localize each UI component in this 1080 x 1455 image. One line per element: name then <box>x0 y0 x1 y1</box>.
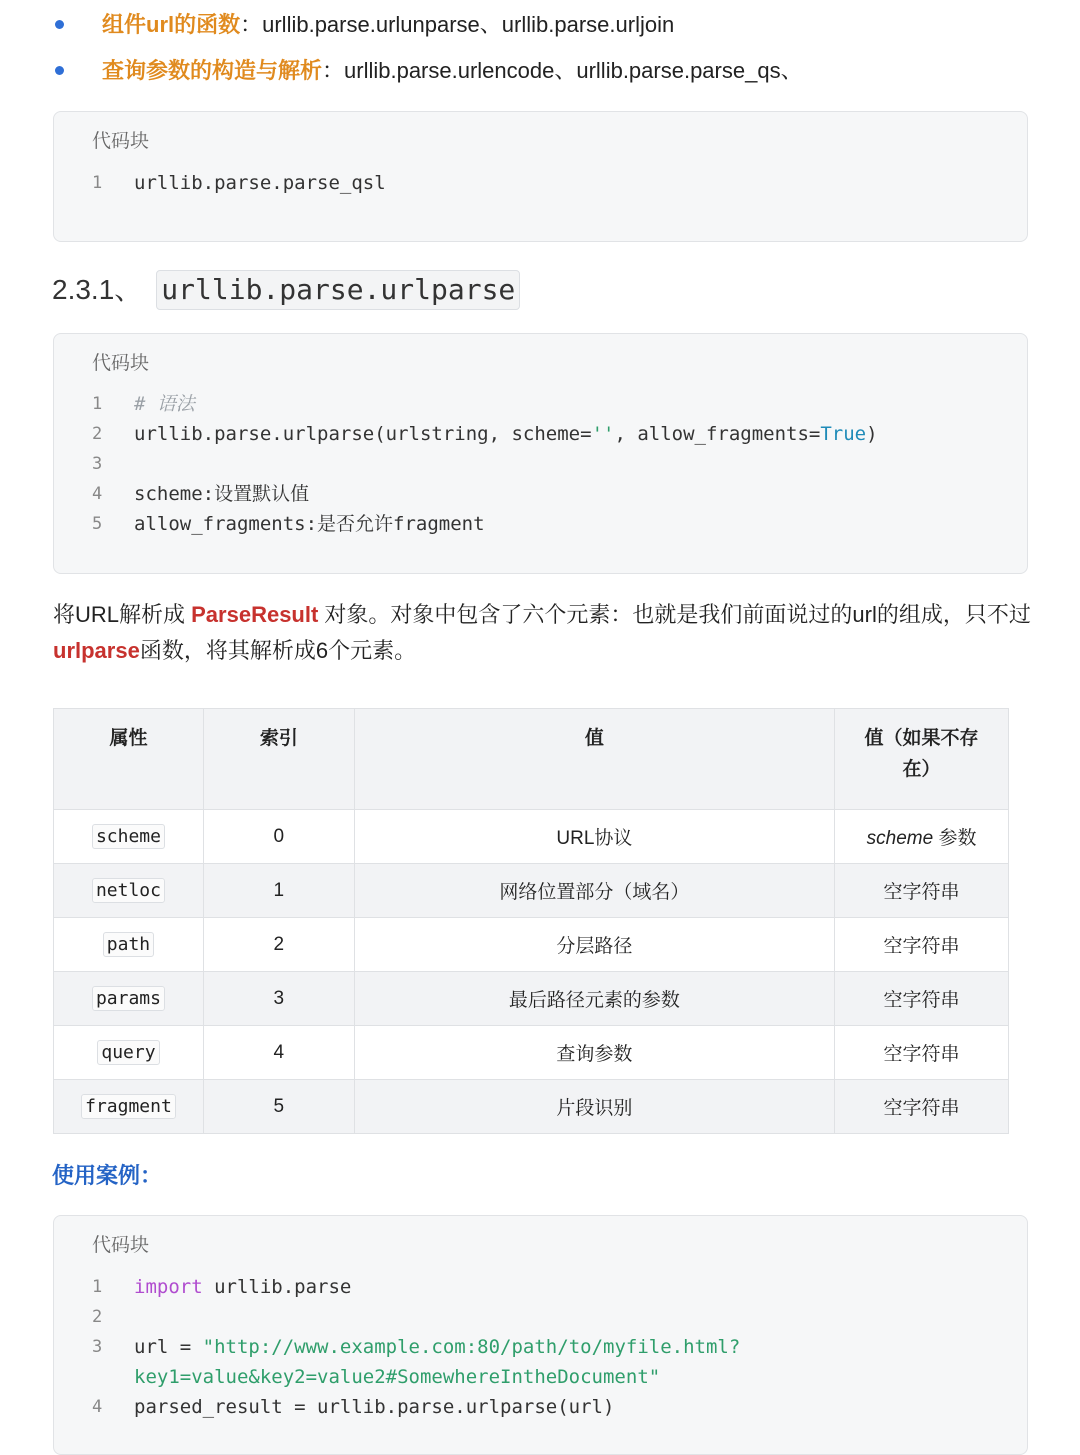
default-cell <box>835 810 1009 864</box>
bullet-dot-icon <box>55 66 64 75</box>
code-line <box>54 449 1027 479</box>
line-number: 1 <box>92 394 103 414</box>
attr-cell <box>54 972 204 1026</box>
table-header: 值 <box>354 709 834 810</box>
code-segment: url = <box>134 1336 203 1358</box>
bullet-dot-icon <box>55 20 64 29</box>
code-text <box>134 1272 351 1302</box>
code-text <box>134 419 878 449</box>
code-text: parsed_result = urllib.parse.urlparse(url) <box>134 1396 615 1418</box>
para-text: 函数，将其解析成6个元素。 <box>139 638 417 663</box>
table-row <box>54 810 1009 864</box>
bullet-text: ：urllib.parse.urlunparse、urllib.parse.urljoin <box>240 12 675 37</box>
line-number: 2 <box>92 1307 103 1327</box>
value-cell: 网络位置部分（域名） <box>354 864 834 918</box>
table-row <box>54 972 1009 1026</box>
code-block[interactable] <box>53 1215 1028 1455</box>
value-cell: 分层路径 <box>354 918 834 972</box>
attr-code: path <box>103 932 154 957</box>
attr-code: fragment <box>81 1094 176 1119</box>
code-segment: ) <box>866 423 878 445</box>
code-boolean: True <box>820 423 867 445</box>
value-cell: 最后路径元素的参数 <box>354 972 834 1026</box>
index-cell: 2 <box>203 918 354 972</box>
line-number: 1 <box>92 173 103 193</box>
default-em: scheme <box>866 828 934 849</box>
code-line <box>54 1302 1027 1332</box>
code-string: '' <box>591 423 615 445</box>
attr-cell <box>54 918 204 972</box>
para-text: 对象。对象中包含了六个元素：也就是我们前面说过的url的组成，只不过 <box>318 602 1031 627</box>
default-cell: 空字符串 <box>835 864 1009 918</box>
default-cell: 空字符串 <box>835 918 1009 972</box>
attr-cell <box>54 1026 204 1080</box>
table-row <box>54 918 1009 972</box>
index-cell: 5 <box>203 1080 354 1134</box>
code-line <box>54 1272 1027 1302</box>
bullet-item <box>55 56 803 86</box>
code-string: key1=value&key2=value2#SomewhereIntheDocument" <box>134 1366 661 1388</box>
default-text: 参数 <box>933 828 977 849</box>
table-header: 索引 <box>203 709 354 810</box>
code-comment: # 语法 <box>134 393 195 415</box>
description-paragraph <box>53 597 1038 669</box>
code-line <box>54 509 1027 539</box>
line-number: 2 <box>92 424 103 444</box>
code-block[interactable] <box>53 111 1028 242</box>
code-line <box>54 1392 1027 1422</box>
index-cell: 1 <box>203 864 354 918</box>
example-heading: 使用案例： <box>52 1163 163 1188</box>
code-text: urllib.parse.parse_qsl <box>134 172 386 194</box>
code-line <box>54 479 1027 509</box>
code-line-wrap <box>54 1362 1027 1392</box>
table-header <box>835 709 1009 810</box>
code-string: "http://www.example.com:80/path/to/myfile.html? <box>202 1336 741 1358</box>
line-number: 4 <box>92 484 103 504</box>
line-number: 3 <box>92 1337 103 1357</box>
para-highlight: ParseResult <box>191 602 319 627</box>
attr-code: query <box>97 1040 159 1065</box>
code-text: scheme:设置默认值 <box>134 483 310 505</box>
code-text: allow_fragments:是否允许fragment <box>134 513 485 535</box>
bullet-strong: 组件url的函数 <box>102 12 241 37</box>
value-text: URL协议 <box>556 828 633 849</box>
attr-cell <box>54 864 204 918</box>
default-cell: 空字符串 <box>835 972 1009 1026</box>
value-cell <box>354 810 834 864</box>
table-header-row <box>54 709 1009 810</box>
line-number: 3 <box>92 454 103 474</box>
code-segment: , allow_fragments= <box>614 423 821 445</box>
attr-code: params <box>92 986 165 1011</box>
line-number: 4 <box>92 1397 103 1417</box>
para-highlight: urlparse <box>53 638 140 663</box>
index-cell: 4 <box>203 1026 354 1080</box>
code-line <box>54 389 1027 419</box>
line-number: 5 <box>92 514 103 534</box>
attr-code: netloc <box>92 878 165 903</box>
section-heading-code: urllib.parse.urlparse <box>156 270 520 310</box>
code-line <box>54 419 1027 449</box>
default-cell: 空字符串 <box>835 1026 1009 1080</box>
line-number: 1 <box>92 1277 103 1297</box>
table-header: 属性 <box>54 709 204 810</box>
para-text: 将URL解析成 <box>53 602 192 627</box>
value-cell: 片段识别 <box>354 1080 834 1134</box>
code-line <box>54 168 1027 198</box>
attr-cell <box>54 810 204 864</box>
code-text <box>134 1332 740 1362</box>
attr-code: scheme <box>92 824 165 849</box>
attribute-table <box>53 708 1009 1134</box>
table-row <box>54 864 1009 918</box>
bullet-strong: 查询参数的构造与解析 <box>102 58 323 83</box>
table-header-text: 值（如果不存在） <box>864 728 979 780</box>
value-cell: 查询参数 <box>354 1026 834 1080</box>
table-row <box>54 1026 1009 1080</box>
section-number: 2.3.1、 <box>52 274 143 305</box>
code-block[interactable] <box>53 333 1028 574</box>
code-block-title: 代码块 <box>92 131 150 152</box>
table-row <box>54 1080 1009 1134</box>
bullet-text: ：urllib.parse.urlencode、urllib.parse.parse_qs、 <box>322 58 803 83</box>
bullet-item <box>55 10 674 40</box>
index-cell: 0 <box>203 810 354 864</box>
section-heading <box>52 268 520 312</box>
code-line <box>54 1332 1027 1362</box>
code-block-title: 代码块 <box>92 353 150 374</box>
attr-cell <box>54 1080 204 1134</box>
index-cell: 3 <box>203 972 354 1026</box>
default-cell: 空字符串 <box>835 1080 1009 1134</box>
code-keyword: import <box>134 1276 203 1298</box>
code-segment: urllib.parse <box>202 1276 352 1298</box>
code-segment: urllib.parse.urlparse(urlstring, scheme= <box>134 423 592 445</box>
code-block-title: 代码块 <box>92 1235 150 1256</box>
